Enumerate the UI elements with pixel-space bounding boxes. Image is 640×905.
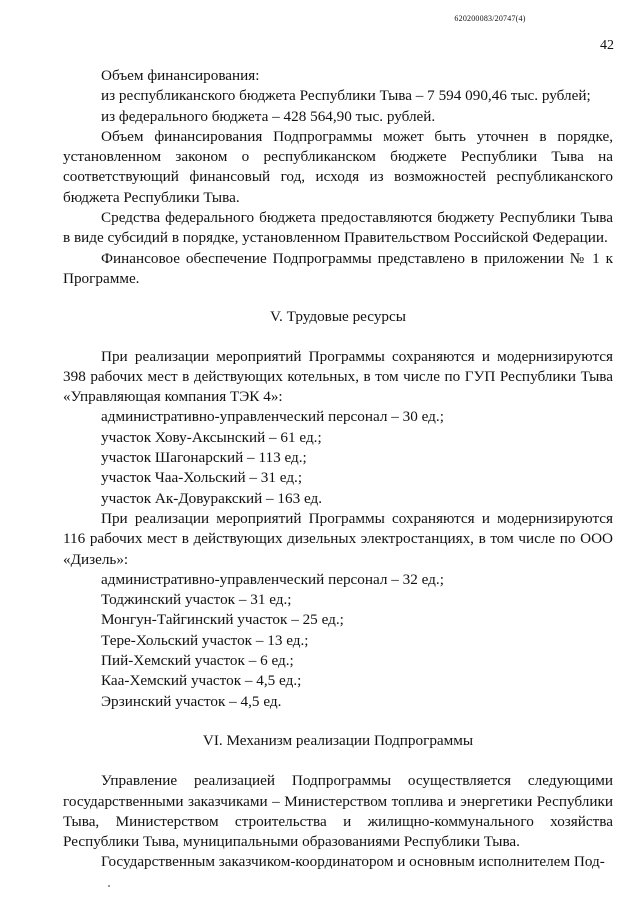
appendix-paragraph: Финансовое обеспечение Подпрограммы представлено в приложении № 1 к Программе. xyxy=(63,249,613,287)
diesel-list-item: Пий-Хемский участок – 6 ед.; xyxy=(101,652,294,670)
federal-funds-paragraph: Средства федерального бюджета предоставляются бюджету Республики Тыва в виде субсидий в порядке, установленном Правительством Российской Федерации. xyxy=(63,209,613,247)
boiler-list-item: участок Ак-Довуракский – 163 ед. xyxy=(101,489,323,507)
scan-speck xyxy=(108,885,110,887)
page-content xyxy=(63,66,613,873)
page-number: 42 xyxy=(600,38,614,53)
funding-republic-line: из республиканского бюджета Республики Тыва – 7 594 090,46 тыс. рублей; xyxy=(101,87,591,105)
boiler-list-item: участок Хову-Аксынский – 61 ед.; xyxy=(101,428,322,446)
funding-federal-line: из федерального бюджета – 428 564,90 тыс. рублей. xyxy=(101,107,436,125)
diesel-list-item: Тере-Хольский участок – 13 ед.; xyxy=(101,631,309,649)
funding-clarify-paragraph: Объем финансирования Подпрограммы может быть уточнен в порядке, установленном законом о республиканском бюджете Республики Тыва на соответствующий финансовый год, исходя из возможностей республиканского бюджета Республики Тыва. xyxy=(63,127,613,206)
document-id: 620200083/20747(4) xyxy=(454,14,526,23)
boilers-paragraph: При реализации мероприятий Программы сохраняются и модернизируются 398 рабочих мест в действующих котельных, в том числе по ГУП Республики Тыва «Управляющая компания ТЭК 4»: xyxy=(63,347,613,406)
diesel-list-item: Тоджинский участок – 31 ед.; xyxy=(101,591,292,609)
diesel-list-item: Монгун-Тайгинский участок – 25 ед.; xyxy=(101,611,344,629)
diesel-list-item: Каа-Хемский участок – 4,5 ед.; xyxy=(101,672,302,690)
boiler-list-item: участок Чаа-Хольский – 31 ед.; xyxy=(101,469,303,487)
boiler-list-item: административно-управленческий персонал – 30 ед.; xyxy=(101,408,444,426)
funding-title: Объем финансирования: xyxy=(101,67,260,84)
diesel-list-item: административно-управленческий персонал – 32 ед.; xyxy=(101,570,444,588)
diesel-list-item: Эрзинский участок – 4,5 ед. xyxy=(101,692,282,710)
boiler-list-item: участок Шагонарский – 113 ед.; xyxy=(101,449,307,467)
section-5-heading: V. Трудовые ресурсы xyxy=(270,308,406,326)
diesel-paragraph: При реализации мероприятий Программы сохраняются и модернизируются 116 рабочих мест в действующих дизельных электростанциях, в том числе по ООО «Дизель»: xyxy=(63,509,613,568)
management-paragraph: Управление реализацией Подпрограммы осуществляется следующими государственными заказчиками – Министерством топлива и энергетики Республики Тыва, Министерством строительства и жилищно-коммунального хозяйства Республики Тыва, муниципальными образованиями Республики Тыва. xyxy=(63,772,613,851)
section-6-heading: VI. Механизм реализации Подпрограммы xyxy=(202,731,474,749)
coordinator-paragraph: Государственным заказчиком-координатором и основным исполнителем Под- xyxy=(101,853,605,871)
